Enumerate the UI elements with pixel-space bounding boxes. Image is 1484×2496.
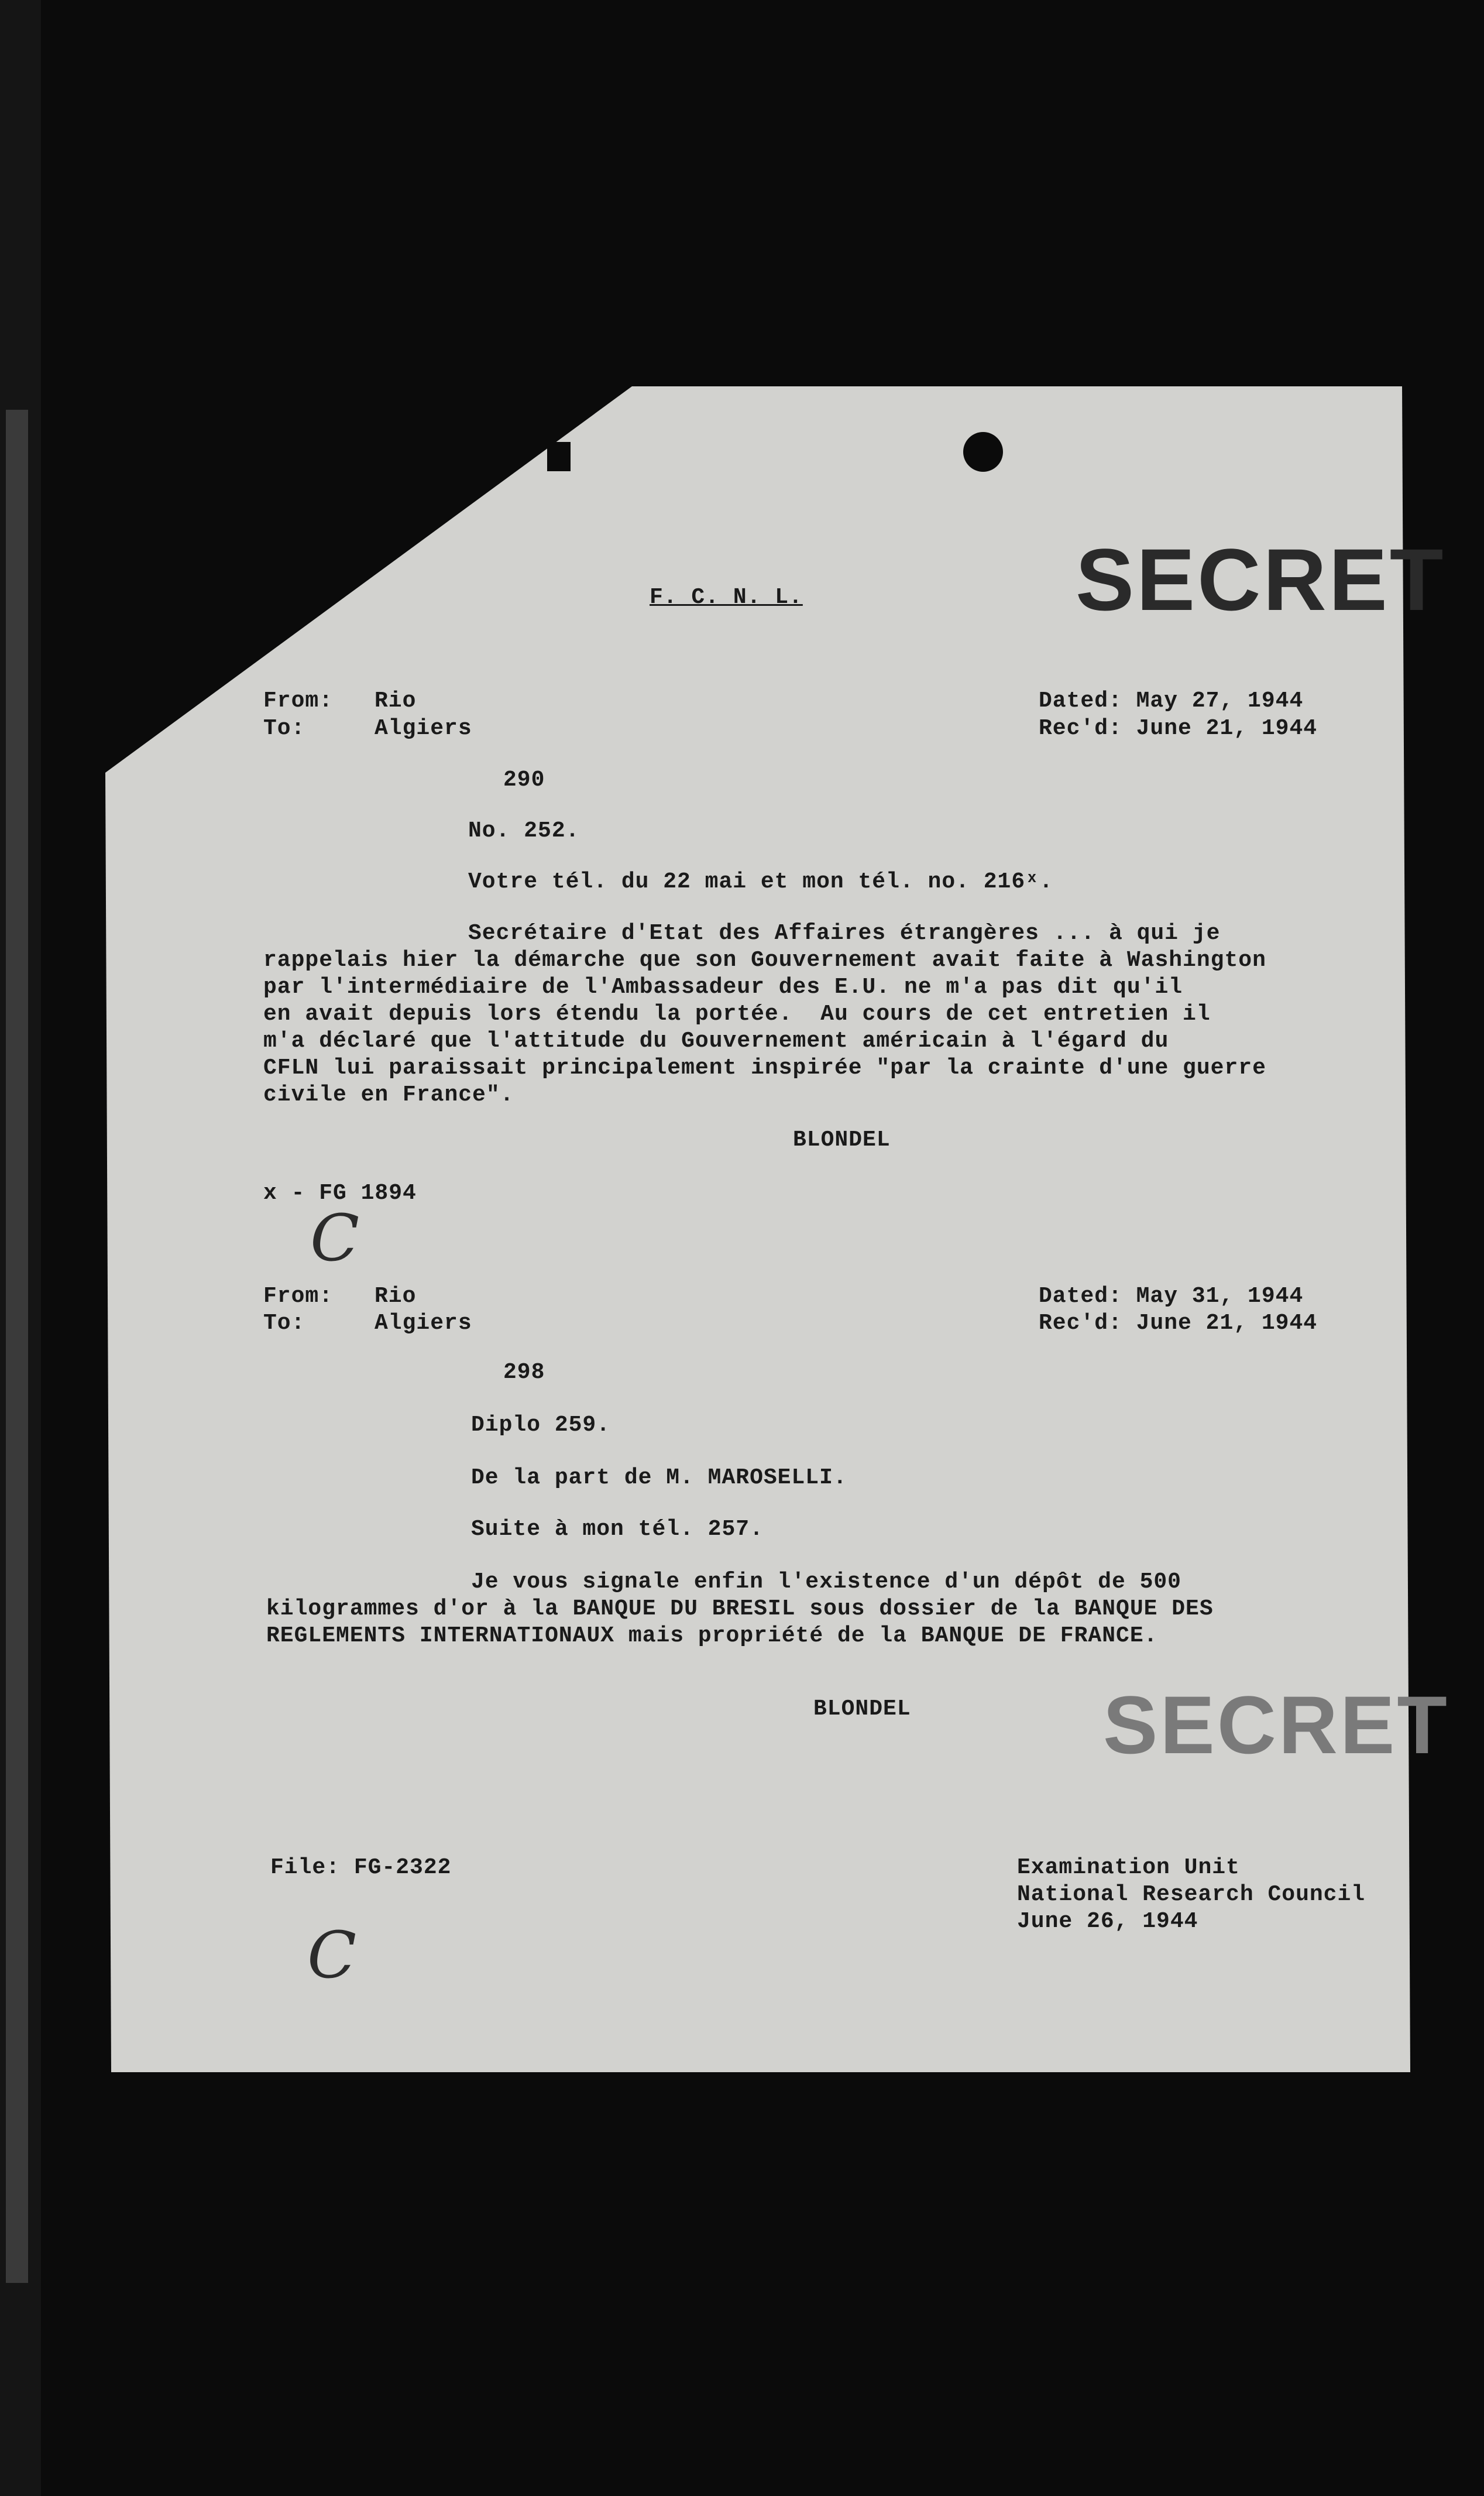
msg2-body-line: kilogrammes d'or à la BANQUE DU BRESIL sous dossier de la BANQUE DES	[266, 1596, 1214, 1621]
examination-unit: Examination Unit	[1017, 1855, 1240, 1880]
msg1-body-line: CFLN lui paraissait principalement inspirée "par la crainte d'une guerre	[263, 1055, 1266, 1081]
msg1-to-label: To:	[263, 716, 305, 741]
document-title: F. C. N. L.	[650, 585, 803, 610]
msg1-from: Rio	[375, 688, 417, 714]
handwritten-mark-1: C	[310, 1201, 360, 1276]
staple-mark	[547, 442, 571, 471]
msg1-body-line: civile en France".	[263, 1082, 514, 1108]
msg2-to-label: To:	[263, 1311, 305, 1336]
msg2-signature: BLONDEL	[813, 1696, 911, 1722]
msg1-number: No. 252.	[468, 818, 580, 844]
msg2-body-line: Je vous signale enfin l'existence d'un dépôt de 500	[471, 1569, 1181, 1595]
msg2-serial: 298	[503, 1360, 545, 1385]
msg1-dated: Dated: May 27, 1944	[1039, 688, 1304, 714]
msg2-dated: Dated: May 31, 1944	[1039, 1284, 1304, 1309]
msg1-to: Algiers	[375, 716, 472, 741]
msg1-body-line: Secrétaire d'Etat des Affaires étrangères ... à qui je	[468, 921, 1221, 946]
msg2-suite: Suite à mon tél. 257.	[471, 1517, 764, 1542]
msg2-part: De la part de M. MAROSELLI.	[471, 1465, 847, 1490]
msg1-received: Rec'd: June 21, 1944	[1039, 716, 1318, 741]
msg2-from-label: From:	[263, 1284, 334, 1309]
punch-hole	[963, 432, 1003, 472]
msg1-signature: BLONDEL	[793, 1127, 891, 1153]
handwritten-mark-2: C	[307, 1918, 357, 1993]
secret-stamp-top: SECRET	[1076, 530, 1446, 629]
footer-date: June 26, 1944	[1017, 1909, 1198, 1934]
msg2-from: Rio	[375, 1284, 417, 1309]
msg2-body-line: REGLEMENTS INTERNATIONAUX mais propriété de la BANQUE DE FRANCE.	[266, 1623, 1158, 1648]
msg1-body-line: par l'intermédiaire de l'Ambassadeur des E.U. ne m'a pas dit qu'il	[263, 975, 1183, 1000]
paper-sheet	[105, 386, 1410, 2072]
msg1-footnote: x - FG 1894	[263, 1181, 417, 1206]
msg2-diplo: Diplo 259.	[471, 1412, 611, 1438]
msg1-from-label: From:	[263, 688, 334, 714]
msg1-serial: 290	[503, 767, 545, 793]
msg2-received: Rec'd: June 21, 1944	[1039, 1311, 1318, 1336]
secret-stamp-bottom: SECRET	[1103, 1679, 1449, 1771]
research-council: National Research Council	[1017, 1882, 1366, 1907]
msg1-body-line: rappelais hier la démarche que son Gouvernement avait faite à Washington	[263, 948, 1266, 973]
file-reference: File: FG-2322	[270, 1855, 452, 1880]
msg1-body-line: en avait depuis lors étendu la portée. Au cours de cet entretien il	[263, 1002, 1211, 1027]
msg2-to: Algiers	[375, 1311, 472, 1336]
msg1-reference: Votre tél. du 22 mai et mon tél. no. 216ˣ.	[468, 869, 1053, 894]
msg1-body-line: m'a déclaré que l'attitude du Gouvernement américain à l'égard du	[263, 1028, 1169, 1054]
